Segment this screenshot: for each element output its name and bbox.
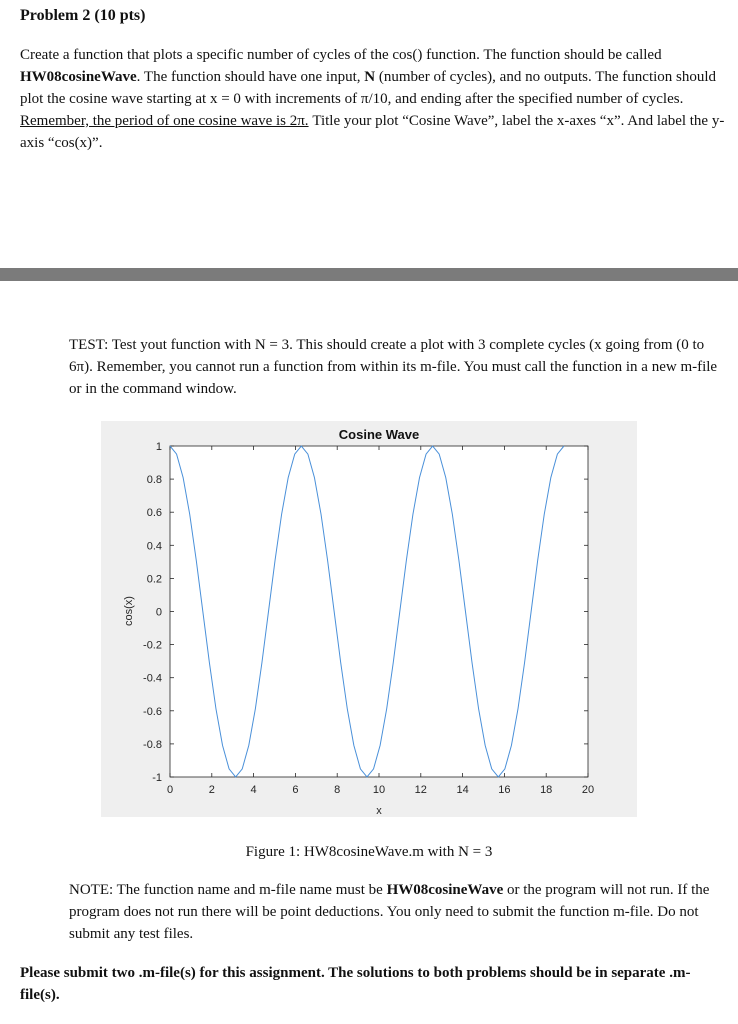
figure-panel: [101, 421, 637, 817]
x-tick-label: 14: [456, 784, 469, 796]
y-tick-label: 0.8: [146, 474, 162, 487]
note-text: [69, 879, 724, 945]
x-tick-label: 0: [166, 784, 174, 796]
function-name: HW08cosineWave: [20, 69, 137, 85]
x-tick-label: 4: [250, 784, 257, 796]
y-tick-label: -0.8: [143, 738, 162, 751]
x-tick-label: 12: [414, 784, 427, 796]
y-tick-label: -0.6: [143, 705, 162, 718]
note-function-name: HW08cosineWave: [386, 882, 504, 898]
y-tick-label: -0.4: [143, 672, 162, 685]
chart-title: Cosine Wave: [338, 427, 420, 442]
problem-title: Problem 2 (10 pts): [20, 7, 146, 24]
y-tick-label: 0: [155, 606, 162, 619]
x-tick-label: 18: [540, 784, 553, 796]
period-reminder: Remember, the period of one cosine wave is 2π.: [20, 113, 309, 129]
figure-caption: Figure 1: HW8cosineWave.m with N = 3: [245, 844, 493, 860]
y-tick-label: -0.2: [143, 639, 162, 652]
desc-part-2: . The function should have one input,: [136, 69, 365, 85]
x-tick-label: 8: [334, 784, 341, 796]
note-suffix: or the program will not run. If the program does not run there will be point deductions. You only need to submit the function m-file. Do not submit any test files.: [69, 882, 710, 942]
x-axis-label: x: [376, 805, 382, 817]
cosine-wave-chart: [101, 421, 637, 817]
problem-description: [20, 44, 725, 154]
y-tick-label: 0.6: [146, 507, 162, 520]
plot-area: [170, 446, 588, 777]
section-divider: [0, 268, 738, 281]
input-name: N: [364, 69, 376, 85]
y-tick-label: 1: [155, 441, 162, 453]
test-instructions: TEST: Test yout function with N = 3. This should create a plot with 3 complete cycles (x going from (0 to 6π). Remember, you cannot run a function from within its m-file. You must call the function in a new m-file or in the command window.: [69, 337, 718, 397]
note-prefix: NOTE: The function name and m-file name must be: [69, 882, 387, 898]
desc-part-3: (number of cycles), and no outputs. The function should plot the cosine wave starting at x = 0 with increments of π/10, and ending after the specified number of cycles.: [20, 69, 717, 107]
y-tick-label: -1: [152, 772, 162, 784]
x-tick-label: 20: [581, 784, 595, 796]
desc-part-1: Create a function that plots a specific number of cycles of the cos() function. The function should be called: [20, 47, 662, 63]
x-tick-label: 10: [372, 784, 386, 796]
submission-instructions: Please submit two .m-file(s) for this assignment. The solutions to both problems should be in separate .m-file(s).: [20, 965, 691, 1003]
x-tick-label: 6: [292, 784, 299, 796]
x-tick-label: 2: [208, 784, 215, 796]
x-tick-label: 16: [498, 784, 511, 796]
desc-part-4: Title your plot “Cosine Wave”, label the x-axes “x”. And label the y-axis “cos(x)”.: [20, 113, 725, 151]
y-tick-label: 0.4: [146, 540, 162, 553]
y-tick-label: 0.2: [146, 573, 162, 586]
y-axis-label: cos(x): [123, 596, 135, 626]
